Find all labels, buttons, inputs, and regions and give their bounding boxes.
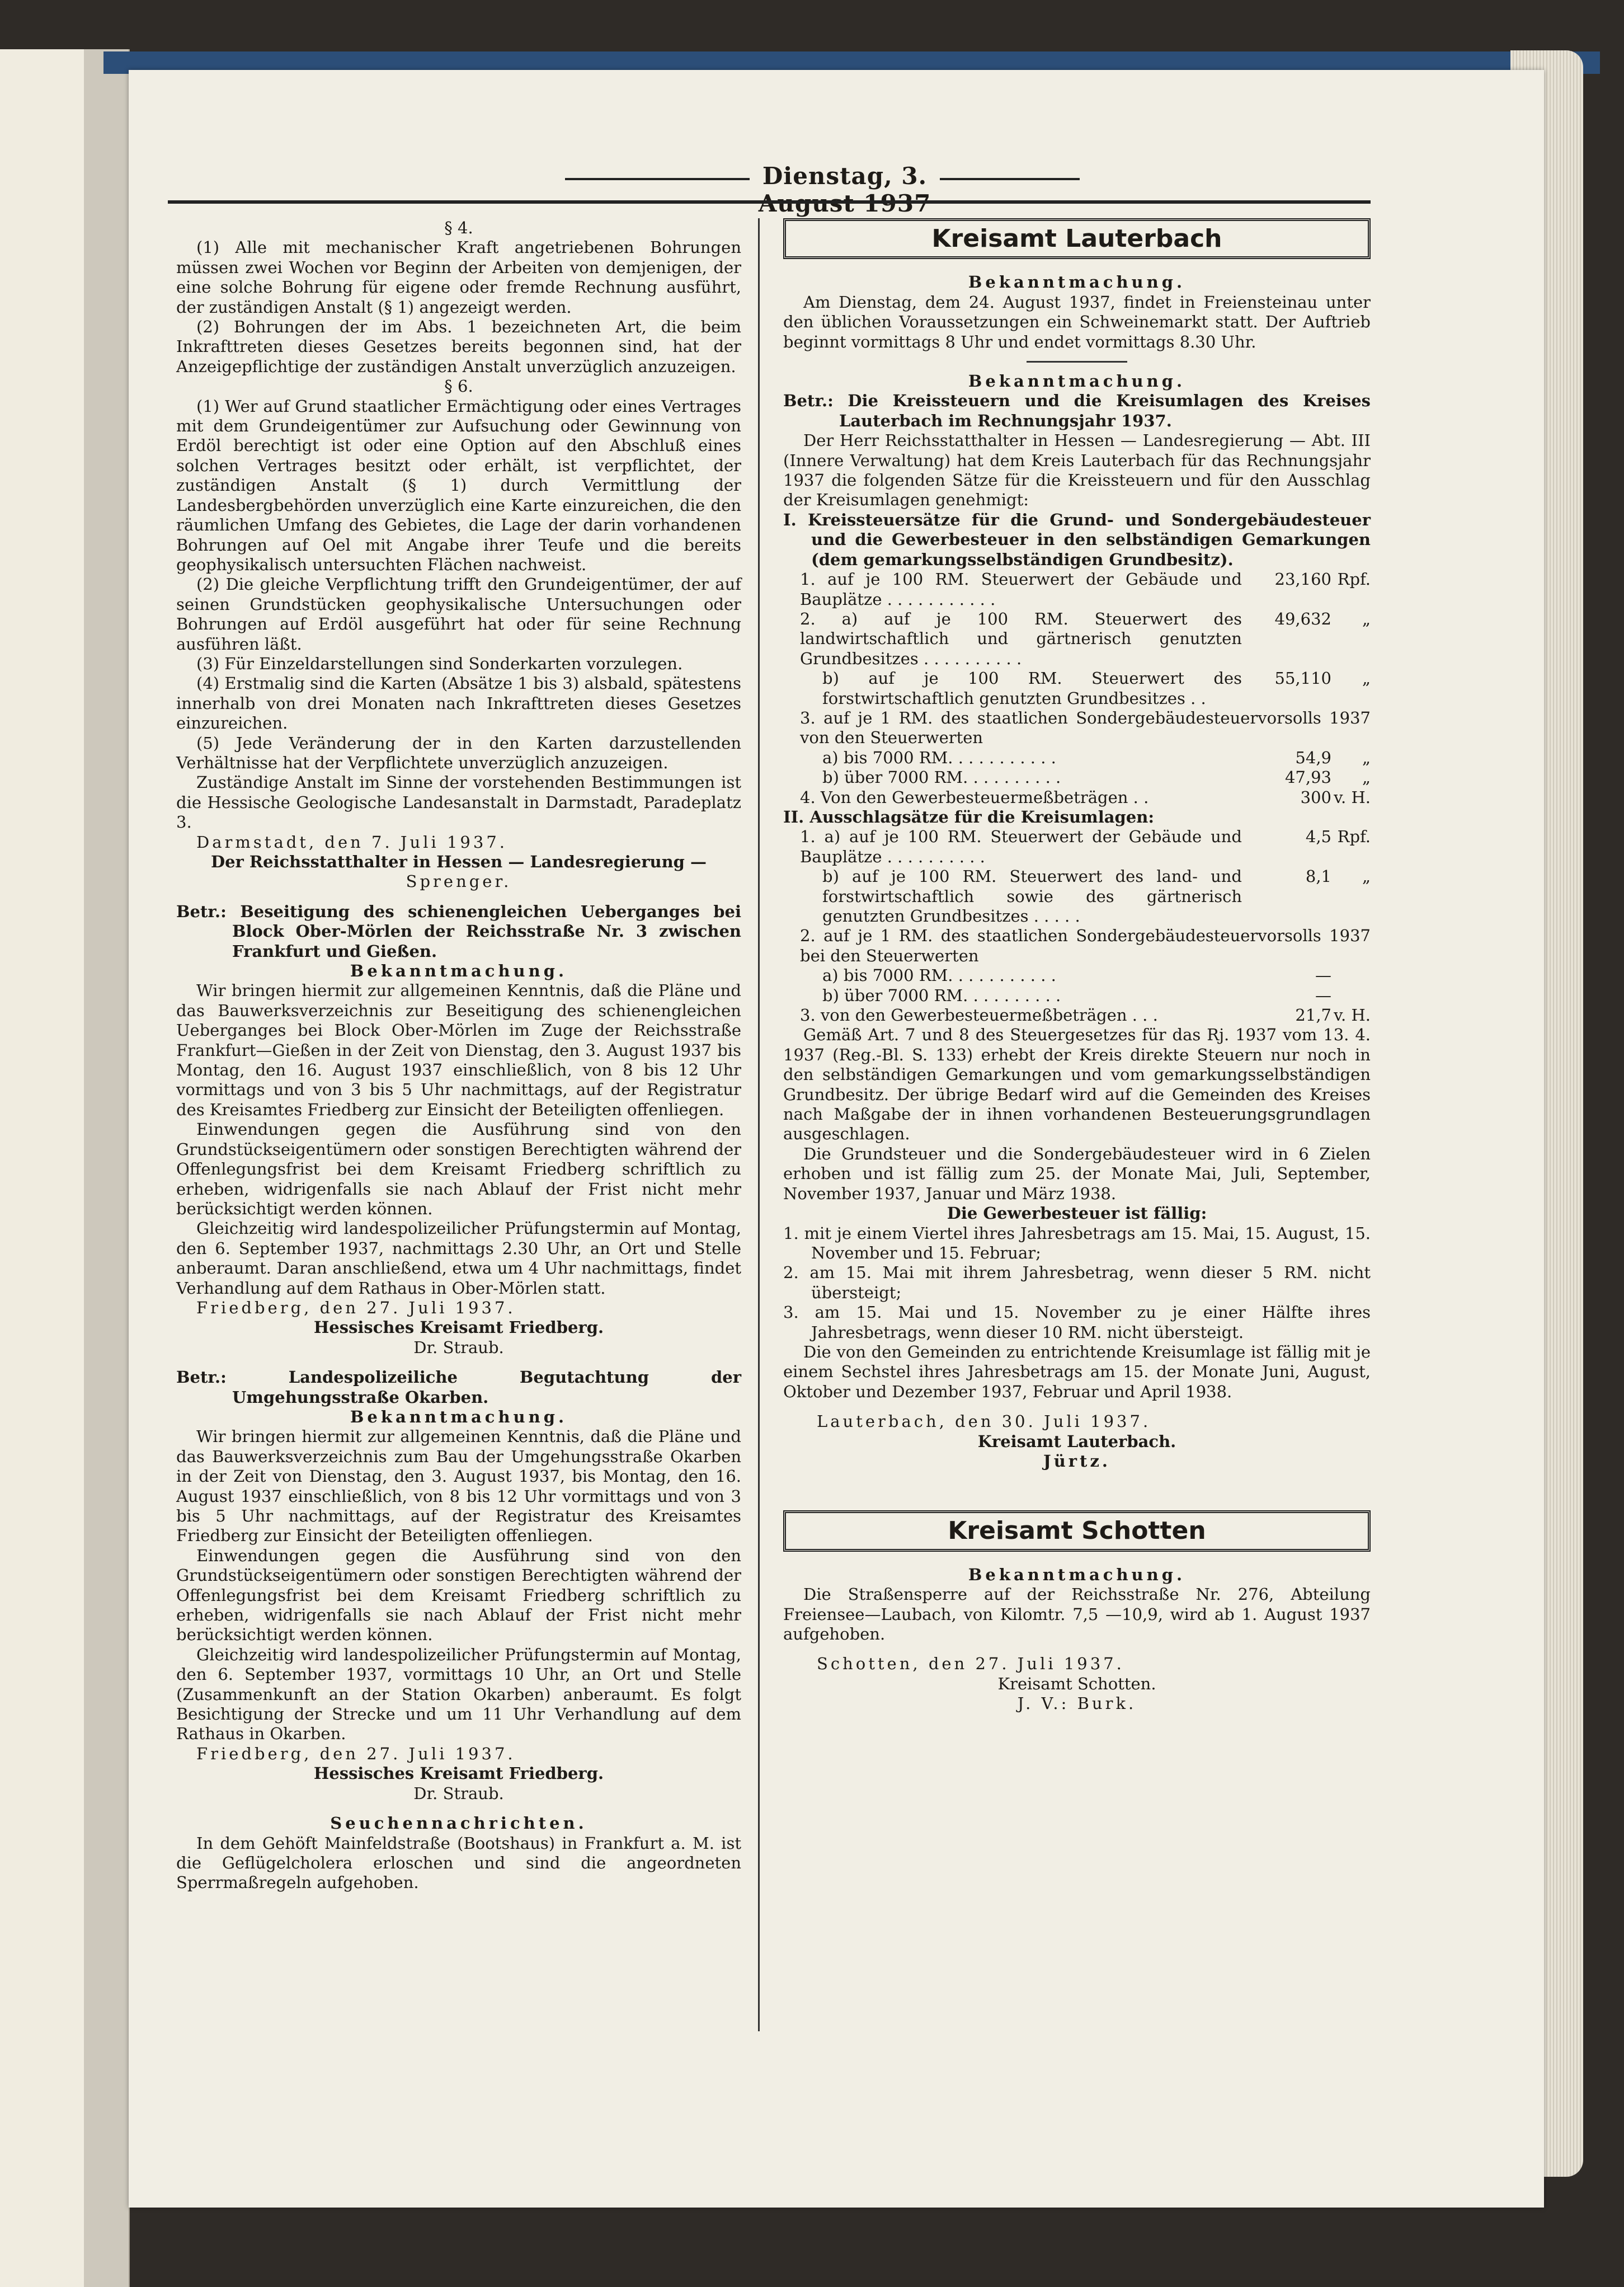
rate-value: 21,7 <box>1295 1006 1331 1025</box>
notice-heading: Bekanntmachung. <box>350 961 568 981</box>
column-divider <box>758 218 760 2031</box>
signature-name: J. V.: Burk. <box>1017 1694 1137 1713</box>
separator-rule <box>1027 361 1127 363</box>
paragraph: (2) Bohrungen der im Abs. 1 bezeichneten Art, die beim Inkrafttreten dieses Gesetzes bereits begonnen sind, hat der Anzeigepflichtige der zuständigen Anstalt unverzüglich anzuzeigen. <box>176 317 741 376</box>
rate-row <box>783 570 1371 609</box>
rate-unit: „ <box>1362 867 1371 886</box>
paragraph: Die Gewerbesteuer ist fällig: <box>947 1204 1207 1223</box>
rate-value: — <box>1315 985 1331 1005</box>
paragraph: (3) Für Einzeldarstellungen sind Sonderkarten vorzulegen. <box>196 654 683 673</box>
rate-label: a) bis 7000 RM. . . . . . . . . . . <box>822 966 1056 985</box>
rate-label: b) über 7000 RM. . . . . . . . . . <box>822 985 1061 1005</box>
rate-row <box>783 609 1371 669</box>
rate-unit: „ <box>1362 768 1371 787</box>
rate-unit: „ <box>1362 669 1371 688</box>
paragraph: (1) Alle mit mechanischer Kraft angetriebenen Bohrungen müssen zwei Wochen vor Beginn der Arbeiten von demjenigen, der eine solche Bohrung für eigene oder fremde Rechnung ausführt, der zuständigen Anstalt (§ 1) angezeigt werden. <box>176 238 741 317</box>
paragraph: Gleichzeitig wird landespolizeilicher Prüfungstermin auf Montag, den 6. September 1937, nachmittags 2.30 Uhr, an Ort und Stelle anberaumt. Daran anschließend, etwa um 4 Uhr nachmittags, findet Verhandlung auf dem Rathaus in Ober-Mörlen statt. <box>176 1219 741 1298</box>
subject-line: Betr.: Landespolizeiliche Begutachtung der Umgehungsstraße Okarben. <box>176 1368 741 1407</box>
page-header <box>168 157 1371 207</box>
rate-value: 54,9 <box>1295 748 1331 767</box>
rate-value: 23,160 <box>1274 570 1331 589</box>
paragraph: Gemäß Art. 7 und 8 des Steuergesetzes für das Rj. 1937 vom 13. 4. 1937 (Reg.-Bl. S. 133) erhebt der Kreis direkte Steuern nur noch in den selbständigen Gemarkungen und vom gemarkungsselbständigen Grundbesitz. Der übrige Bedarf wird auf die Gemeinden des Kreises nach Maßgabe der in ihnen vorhandenen Besteuerungsgrundlagen ausgeschlagen. <box>783 1025 1371 1144</box>
rate-value: 300 <box>1300 787 1331 807</box>
notice-heading: Bekanntmachung. <box>968 1565 1186 1584</box>
rate-unit: „ <box>1362 748 1371 767</box>
rate-row <box>783 748 1371 768</box>
paragraph: (4) Erstmalig sind die Karten (Absätze 1 bis 3) alsbald, spätestens innerhalb von drei Monaten nach Inkrafttreten dieses Gesetzes einzureichen. <box>176 674 741 733</box>
signature-authority: Hessisches Kreisamt Friedberg. <box>313 1764 604 1783</box>
paragraph: Einwendungen gegen die Ausführung sind von den Grundstückseigentümern oder sonstigen Berechtigten während der Offenlegungsfrist bei dem Kreisamt Friedberg schriftlich zu erheben, widrigenfalls sie nach Ablauf der Frist nicht mehr berücksichtigt werden können. <box>176 1120 741 1218</box>
signature-authority: Der Reichsstatthalter in Hessen — Landesregierung — <box>210 852 707 871</box>
rate-label: 3. von den Gewerbesteuermeßbeträgen . . . <box>800 1006 1158 1025</box>
place-date: Friedberg, den 27. Juli 1937. <box>196 1298 516 1317</box>
place-date: Lauterbach, den 30. Juli 1937. <box>817 1412 1151 1431</box>
list-item: 1. mit je einem Viertel ihres Jahresbetrags am 15. Mai, 15. August, 15. November und 15. Februar; <box>783 1223 1371 1262</box>
paragraph: (5) Jede Veränderung der in den Karten darzustellenden Verhältnisse hat der Verpflichtete unverzüglich anzuzeigen. <box>176 733 741 772</box>
rate-row <box>783 768 1371 787</box>
rate-label: 2. auf je 1 RM. des staatlichen Sondergebäudesteuervorsolls 1937 bei den Steuerwerten <box>800 926 1371 965</box>
list-item: 3. am 15. Mai und 15. November zu je einer Hälfte ihres Jahresbetrags, wenn dieser 10 RM. nicht übersteigt. <box>783 1303 1371 1342</box>
header-date: Dienstag, 3. <box>762 162 928 190</box>
rate-label: b) auf je 100 RM. Steuerwert des land- und forstwirtschaftlich sowie des gärtnerisch genutzten Grundbesitzes . . . . . <box>822 867 1242 926</box>
rate-value: 8,1 <box>1305 867 1331 886</box>
signature-authority: Hessisches Kreisamt Friedberg. <box>313 1318 604 1337</box>
rate-row <box>783 867 1371 926</box>
rate-unit: v. H. <box>1334 1006 1371 1025</box>
section-heading-seuchen: Seuchennachrichten. <box>330 1814 587 1833</box>
left-facing-page <box>0 49 86 2287</box>
paragraph: Wir bringen hiermit zur allgemeinen Kenntnis, daß die Pläne und das Bauwerksverzeichnis zum Bau der Umgehungsstraße Okarben in der Zeit von Dienstag, den 3. August 1937, bis Montag, den 16. August 1937 einschließlich, von 8 bis 12 Uhr vormittags und von 3 bis 5 Uhr nachmittags, auf der Registratur des Kreisamtes Friedberg zur Einsicht der Beteiligten offenliegen. <box>176 1427 741 1546</box>
section-box-kreisamt-schotten: Kreisamt Schotten <box>783 1510 1371 1551</box>
signature-name: Jürtz. <box>1043 1451 1111 1471</box>
rate-label: a) bis 7000 RM. . . . . . . . . . . <box>822 748 1056 767</box>
section-box-kreisamt-lauterbach: Kreisamt Lauterbach <box>783 218 1371 259</box>
rate-row <box>783 827 1371 867</box>
header-rule <box>168 200 1371 204</box>
signature-name: Sprenger. <box>406 872 512 891</box>
paragraph: Einwendungen gegen die Ausführung sind von den Grundstückseigentümern oder sonstigen Berechtigten während der Offenlegungsfrist bei dem Kreisamt Friedberg schriftlich zu erheben, widrigenfalls sie nach Ablauf der Frist nicht mehr berücksichtigt werden können. <box>176 1546 741 1645</box>
header-dash-right <box>940 178 1080 180</box>
rate-label: 4. Von den Gewerbesteuermeßbeträgen . . <box>800 787 1149 807</box>
rate-value: — <box>1315 966 1331 985</box>
rate-value: 4,5 <box>1305 827 1331 847</box>
header-dash-left <box>565 178 750 180</box>
paragraph: In dem Gehöft Mainfeldstraße (Bootshaus) in Frankfurt a. M. ist die Geflügelcholera erloschen und sind die angeordneten Sperrmaßregeln aufgehoben. <box>176 1833 741 1892</box>
notice-heading: Bekanntmachung. <box>968 273 1186 292</box>
notice-heading: Bekanntmachung. <box>350 1407 568 1426</box>
rate-unit: „ <box>1362 609 1371 628</box>
subject-line: Betr.: Die Kreissteuern und die Kreisumlagen des Kreises Lauterbach im Rechnungsjahr 1937. <box>783 391 1371 430</box>
paragraph: Wir bringen hiermit zur allgemeinen Kenntnis, daß die Pläne und das Bauwerksverzeichnis zur Beseitigung des schienengleichen Ueberganges bei Block Ober-Mörlen im Zuge der Reichsstraße Frankfurt—Gießen in der Zeit von Dienstag, den 3. August 1937 bis Montag, den 16. August 1937 einschließlich, von 8 bis 12 Uhr vormittags und von 3 bis 5 Uhr nachmittags, auf der Registratur des Kreisamtes Friedberg zur Einsicht der Beteiligten offenliegen. <box>176 981 741 1119</box>
paragraph: Am Dienstag, dem 24. August 1937, findet in Freiensteinau unter den üblichen Voraussetzungen ein Schweinemarkt statt. Der Auftrieb beginnt vormittags 8 Uhr und endet vormittags 8.30 Uhr. <box>783 292 1371 351</box>
place-date: Schotten, den 27. Juli 1937. <box>817 1654 1124 1674</box>
paragraph: Die Straßensperre auf der Reichsstraße Nr. 276, Abteilung Freiensee—Laubach, von Kilomtr. 7,5 —10,9, wird ab 1. August 1937 aufgehoben. <box>783 1585 1371 1643</box>
paragraph: Zuständige Anstalt im Sinne der vorstehenden Bestimmungen ist die Hessische Geologische Landesanstalt in Darmstadt, Paradeplatz 3. <box>176 773 741 832</box>
rate-label: 1. a) auf je 100 RM. Steuerwert der Gebäude und Bauplätze . . . . . . . . . . <box>800 827 1242 866</box>
rate-row <box>783 966 1371 985</box>
place-date: Friedberg, den 27. Juli 1937. <box>196 1744 516 1763</box>
document-page <box>129 70 1544 2208</box>
paragraph: (2) Die gleiche Verpflichtung trifft den Grundeigentümer, der auf seinen Grundstücken geophysikalische Untersuchungen oder Bohrungen auf Erdöl ausgeführt hat oder für seine Rechnung ausführen läßt. <box>176 575 741 654</box>
rate-row <box>783 669 1371 708</box>
signature-authority: Kreisamt Lauterbach. <box>977 1431 1176 1451</box>
section-4-title: § 4. <box>444 218 473 237</box>
place-date: Darmstadt, den 7. Juli 1937. <box>196 832 507 852</box>
rate-unit: Rpf. <box>1337 827 1371 847</box>
rate-row <box>783 1006 1371 1025</box>
paragraph: Die von den Gemeinden zu entrichtende Kreisumlage ist fällig mit je einem Sechstel ihres Jahresbetrags am 15. der Monate Juni, August, Oktober und Dezember 1937, Februar und April 1938. <box>783 1342 1371 1401</box>
list-heading-II: II. Ausschlagsätze für die Kreisumlagen: <box>783 807 1155 826</box>
paragraph: Gleichzeitig wird landespolizeilicher Prüfungstermin auf Montag, den 6. September 1937, vormittags 10 Uhr, an Ort und Stelle (Zusammenkunft an der Station Okarben) anberaumt. Es folgt Besichtigung der Strecke und um 11 Uhr Verhandlung auf dem Rathaus in Okarben. <box>176 1645 741 1744</box>
rate-label: b) über 7000 RM. . . . . . . . . . <box>822 768 1061 787</box>
right-column <box>783 218 1371 1714</box>
rate-value: 49,632 <box>1274 609 1331 628</box>
signature-name: Dr. Straub. <box>413 1337 504 1357</box>
rate-label: 3. auf je 1 RM. des staatlichen Sondergebäudesteuervorsolls 1937 von den Steuerwerten <box>800 708 1371 748</box>
rate-value: 47,93 <box>1284 768 1331 787</box>
rate-label: b) auf je 100 RM. Steuerwert des forstwirtschaftlich genutzten Grundbesitzes . . <box>822 669 1242 708</box>
paragraph: Der Herr Reichsstatthalter in Hessen — Landesregierung — Abt. III (Innere Verwaltung) hat dem Kreis Lauterbach für das Rechnungsjahr 1937 die folgenden Sätze für die Kreissteuern und für den Ausschlag der Kreisumlagen genehmigt: <box>783 431 1371 510</box>
signature-authority: Kreisamt Schotten. <box>997 1674 1156 1693</box>
rate-row <box>783 788 1371 807</box>
signature-name: Dr. Straub. <box>413 1783 504 1803</box>
rate-unit: Rpf. <box>1337 570 1371 589</box>
list-item: 2. am 15. Mai mit ihrem Jahresbetrag, wenn dieser 5 RM. nicht übersteigt; <box>783 1263 1371 1302</box>
rate-value: 55,110 <box>1274 669 1331 688</box>
rate-unit: v. H. <box>1334 787 1371 807</box>
section-6-title: § 6. <box>444 377 473 396</box>
rate-label: 1. auf je 100 RM. Steuerwert der Gebäude und Bauplätze . . . . . . . . . . . <box>800 570 1242 609</box>
paragraph: (1) Wer auf Grund staatlicher Ermächtigung oder eines Vertrages mit dem Grundeigentümer zur Aufsuchung oder Gewinnung von Erdöl berechtigt ist oder eine Option auf den Abschluß eines solchen Vertrages besitzt oder erhält, ist verpflichtet, der zuständigen Anstalt (§ 1) durch Vermittlung der Landesbergbehörden unverzüglich eine Karte einzureichen, die den räumlichen Umfang des Gebietes, die Lage der darin vorhandenen Bohrungen auf Oel mit Angabe ihrer Teufe und die bereits geophysikalisch untersuchten Flächen nachweist. <box>176 396 741 574</box>
subject-line: Betr.: Beseitigung des schienengleichen Ueberganges bei Block Ober-Mörlen der Reichsstraße Nr. 3 zwischen Frankfurt und Gießen. <box>176 901 741 961</box>
list-heading-I: I. Kreissteuersätze für die Grund- und Sondergebäudesteuer und die Gewerbesteuer in den selbständigen Gemarkungen (dem gemarkungsselbständigen Grundbesitz). <box>783 510 1371 569</box>
book-binding <box>84 49 130 2287</box>
paragraph: Die Grundsteuer und die Sondergebäudesteuer wird in 6 Zielen erhoben und ist fällig zum 25. der Monate Mai, Juli, September, November 1937, Januar und März 1938. <box>783 1144 1371 1203</box>
notice-heading: Bekanntmachung. <box>968 372 1186 391</box>
rate-row <box>783 986 1371 1006</box>
left-column <box>176 218 741 1893</box>
rate-label: 2. a) auf je 100 RM. Steuerwert des landwirtschaftlich und gärtnerisch genutzten Grundbesitzes . . . . . . . . . . <box>800 609 1242 668</box>
